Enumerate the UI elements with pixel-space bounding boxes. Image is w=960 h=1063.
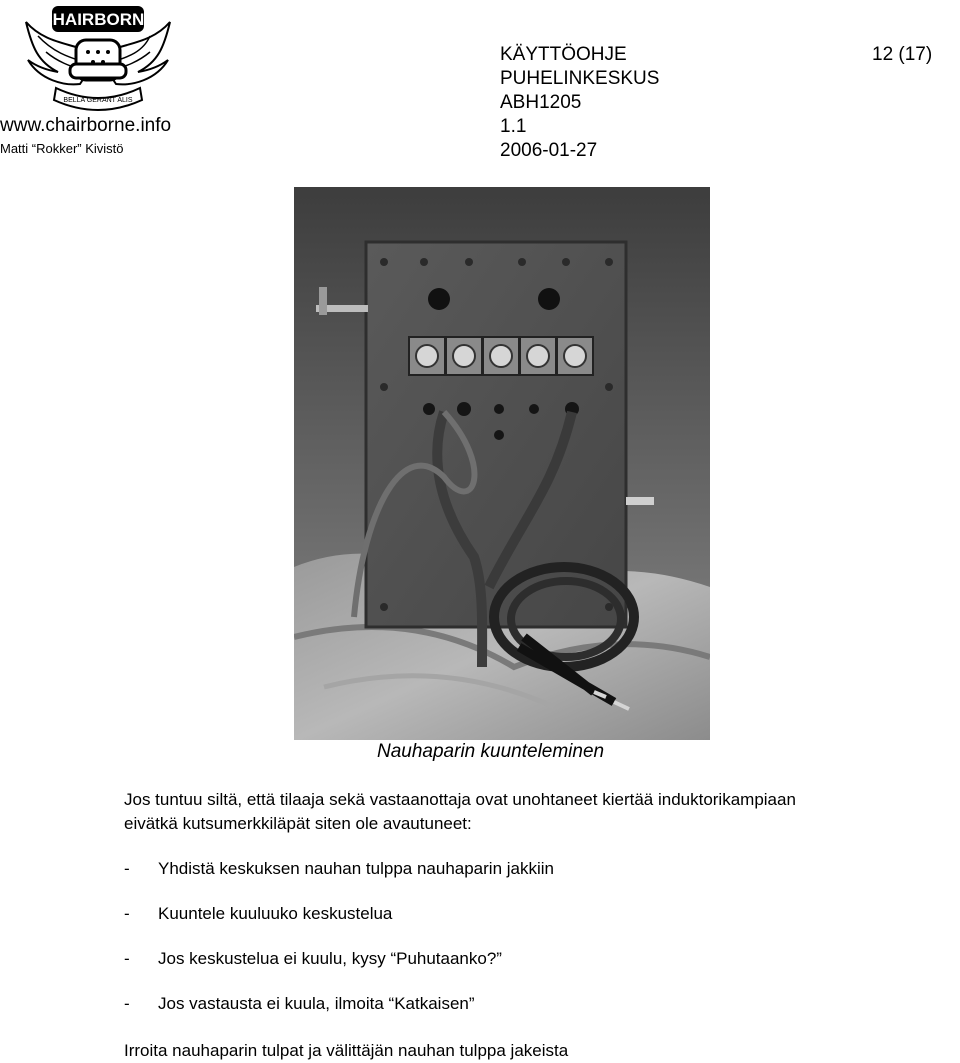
doc-code: ABH1205 bbox=[500, 92, 582, 113]
list-item bbox=[124, 994, 475, 1014]
bullet-dash: - bbox=[124, 859, 130, 878]
bullet-dash: - bbox=[124, 949, 130, 968]
author-name: Matti “Rokker” Kivistö bbox=[0, 141, 124, 156]
bullet-text: Jos vastausta ei kuula, ilmoita “Katkaisen” bbox=[158, 994, 475, 1013]
list-item bbox=[124, 949, 502, 969]
svg-text:CHAIRBORNE: CHAIRBORNE bbox=[40, 10, 156, 29]
figure-caption: Nauhaparin kuunteleminen bbox=[377, 741, 605, 762]
website-link[interactable]: www.chairborne.info bbox=[0, 115, 172, 136]
svg-text:BELLA GERANT ALIS: BELLA GERANT ALIS bbox=[63, 97, 133, 104]
bullet-text: Kuuntele kuuluuko keskustelua bbox=[158, 904, 393, 923]
page-number: 12 (17) bbox=[872, 44, 933, 65]
bullet-dash: - bbox=[124, 994, 130, 1013]
doc-date: 2006-01-27 bbox=[500, 140, 598, 161]
switchboard-photo bbox=[294, 187, 710, 740]
intro-line-2: eivätkä kutsumerkkiläpät siten ole avautuneet: bbox=[124, 814, 472, 833]
closing-line: Irroita nauhaparin tulpat ja välittäjän nauhan tulppa jakeista bbox=[124, 1041, 569, 1060]
chairborne-logo bbox=[18, 2, 178, 114]
doc-title: PUHELINKESKUS bbox=[500, 68, 660, 89]
intro-line-1: Jos tuntuu siltä, että tilaaja sekä vastaanottaja ovat unohtaneet kiertää induktorikampiaan bbox=[124, 790, 796, 809]
bullet-text: Yhdistä keskuksen nauhan tulppa nauhaparin jakkiin bbox=[158, 859, 554, 878]
list-item bbox=[124, 904, 392, 924]
doc-type: KÄYTTÖOHJE bbox=[500, 44, 627, 65]
bullet-dash: - bbox=[124, 904, 130, 923]
list-item bbox=[124, 859, 554, 879]
bullet-text: Jos keskustelua ei kuulu, kysy “Puhutaanko?” bbox=[158, 949, 502, 968]
doc-version: 1.1 bbox=[500, 116, 527, 137]
